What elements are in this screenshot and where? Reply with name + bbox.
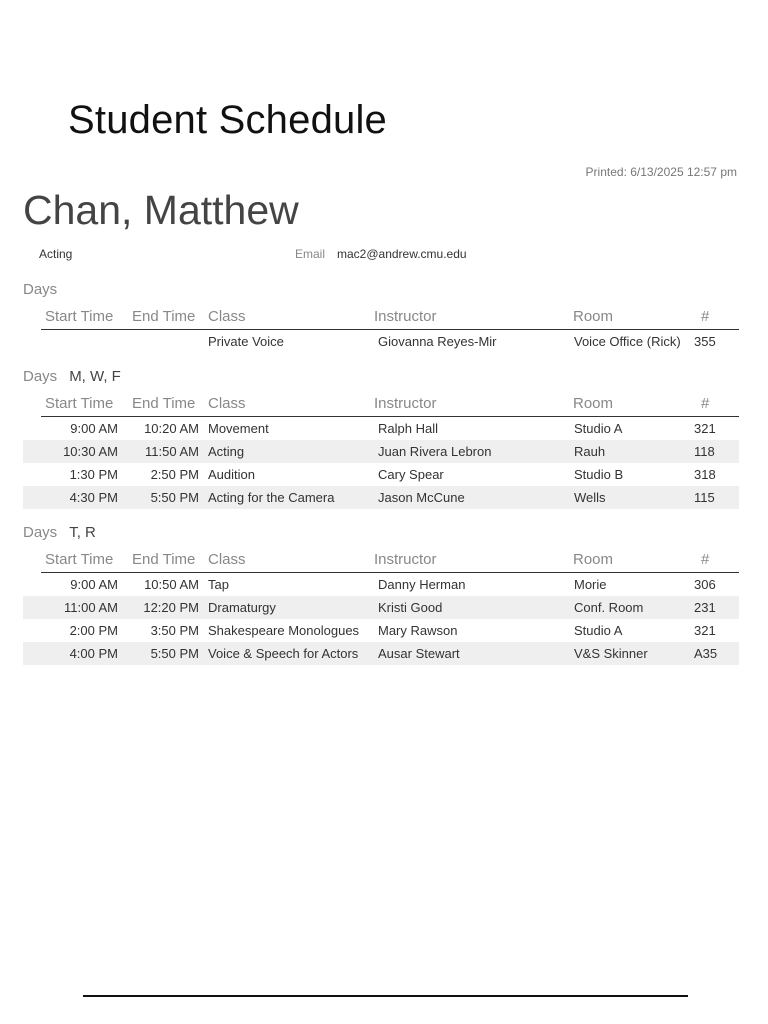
room-number-cell: 321 bbox=[694, 623, 716, 638]
table-row bbox=[23, 619, 739, 642]
days-line bbox=[23, 368, 121, 388]
end-time-cell: 10:50 AM bbox=[144, 577, 199, 592]
days-label: Days bbox=[23, 368, 58, 385]
start-time-cell: 9:00 AM bbox=[70, 577, 118, 592]
header-start-time: Start Time bbox=[45, 395, 114, 412]
instructor-cell: Giovanna Reyes-Mir bbox=[378, 334, 497, 349]
start-time-cell: 1:30 PM bbox=[69, 467, 118, 482]
schedule-rows bbox=[23, 573, 739, 665]
start-time-cell: 10:30 AM bbox=[63, 444, 118, 459]
header-instructor: Instructor bbox=[374, 308, 437, 325]
column-header-row bbox=[41, 550, 739, 573]
instructor-cell: Juan Rivera Lebron bbox=[378, 444, 492, 459]
email-label: Email bbox=[295, 247, 326, 261]
room-cell: Studio A bbox=[574, 623, 623, 638]
header-instructor: Instructor bbox=[374, 551, 437, 568]
start-time-cell: 2:00 PM bbox=[69, 623, 118, 638]
header-room: Room bbox=[573, 551, 614, 568]
end-time-cell: 10:20 AM bbox=[144, 421, 199, 436]
table-row bbox=[23, 573, 739, 596]
column-header-row bbox=[41, 307, 739, 330]
room-number-cell: 321 bbox=[694, 421, 716, 436]
room-number-cell: 306 bbox=[694, 577, 716, 592]
header-room: Room bbox=[573, 395, 614, 412]
days-line bbox=[23, 524, 96, 544]
class-cell: Shakespeare Monologues bbox=[208, 623, 360, 638]
report-title: Student Schedule bbox=[68, 98, 388, 142]
student-name: Chan, Matthew bbox=[23, 187, 299, 233]
schedule-rows bbox=[23, 330, 739, 353]
table-row bbox=[23, 330, 739, 353]
instructor-cell: Jason McCune bbox=[378, 490, 465, 505]
header-end-time: End Time bbox=[132, 395, 196, 412]
header-end-time: End Time bbox=[132, 551, 196, 568]
email-value: mac2@andrew.cmu.edu bbox=[337, 247, 467, 261]
start-time-cell: 9:00 AM bbox=[70, 421, 118, 436]
class-cell: Movement bbox=[208, 421, 269, 436]
room-number-cell: 115 bbox=[694, 490, 715, 505]
table-row bbox=[23, 596, 739, 619]
instructor-cell: Danny Herman bbox=[378, 577, 466, 592]
room-cell: Conf. Room bbox=[574, 600, 644, 615]
table-row bbox=[23, 642, 739, 665]
header-start-time: Start Time bbox=[45, 308, 114, 325]
header-number: # bbox=[701, 551, 710, 568]
column-header-row bbox=[41, 394, 739, 417]
class-cell: Acting for the Camera bbox=[208, 490, 335, 505]
room-number-cell: 118 bbox=[694, 444, 715, 459]
room-cell: Morie bbox=[574, 577, 607, 592]
start-time-cell: 4:30 PM bbox=[69, 490, 118, 505]
class-cell: Voice & Speech for Actors bbox=[208, 646, 359, 661]
footer-rule bbox=[83, 995, 688, 997]
room-number-cell: A35 bbox=[694, 646, 718, 661]
header-start-time: Start Time bbox=[45, 551, 114, 568]
header-class: Class bbox=[208, 551, 246, 568]
table-row bbox=[23, 463, 739, 486]
end-time-cell: 12:20 PM bbox=[143, 600, 199, 615]
schedule-rows bbox=[23, 417, 739, 509]
instructor-cell: Kristi Good bbox=[378, 600, 443, 615]
instructor-cell: Ralph Hall bbox=[378, 421, 438, 436]
header-number: # bbox=[701, 395, 710, 412]
end-time-cell: 2:50 PM bbox=[150, 467, 199, 482]
instructor-cell: Ausar Stewart bbox=[378, 646, 460, 661]
instructor-cell: Mary Rawson bbox=[378, 623, 458, 638]
class-cell: Acting bbox=[208, 444, 245, 459]
header-end-time: End Time bbox=[132, 308, 196, 325]
header-room: Room bbox=[573, 308, 614, 325]
days-label: Days bbox=[23, 281, 58, 298]
end-time-cell: 5:50 PM bbox=[150, 490, 199, 505]
printed-timestamp: Printed: 6/13/2025 12:57 pm bbox=[585, 165, 737, 179]
days-line bbox=[23, 281, 69, 301]
days-label: Days bbox=[23, 524, 58, 541]
room-cell: Voice Office (Rick) bbox=[574, 334, 681, 349]
room-cell: Wells bbox=[574, 490, 606, 505]
class-cell: Private Voice bbox=[208, 334, 284, 349]
days-value: T, R bbox=[69, 524, 96, 541]
days-value: M, W, F bbox=[69, 368, 121, 385]
start-time-cell: 11:00 AM bbox=[64, 600, 118, 615]
class-cell: Tap bbox=[208, 577, 229, 592]
class-cell: Dramaturgy bbox=[208, 600, 276, 615]
table-row bbox=[23, 440, 739, 463]
student-program: Acting bbox=[39, 247, 73, 261]
room-cell: Studio B bbox=[574, 467, 624, 482]
end-time-cell: 11:50 AM bbox=[145, 444, 199, 459]
header-class: Class bbox=[208, 395, 246, 412]
room-cell: Studio A bbox=[574, 421, 623, 436]
end-time-cell: 3:50 PM bbox=[150, 623, 199, 638]
room-cell: V&S Skinner bbox=[574, 646, 648, 661]
room-number-cell: 355 bbox=[694, 334, 716, 349]
instructor-cell: Cary Spear bbox=[378, 467, 444, 482]
room-number-cell: 231 bbox=[694, 600, 716, 615]
start-time-cell: 4:00 PM bbox=[69, 646, 118, 661]
room-cell: Rauh bbox=[574, 444, 606, 459]
class-cell: Audition bbox=[208, 467, 255, 482]
table-row bbox=[23, 486, 739, 509]
end-time-cell: 5:50 PM bbox=[150, 646, 199, 661]
header-number: # bbox=[701, 308, 710, 325]
table-row bbox=[23, 417, 739, 440]
header-instructor: Instructor bbox=[374, 395, 437, 412]
room-number-cell: 318 bbox=[694, 467, 716, 482]
header-class: Class bbox=[208, 308, 246, 325]
